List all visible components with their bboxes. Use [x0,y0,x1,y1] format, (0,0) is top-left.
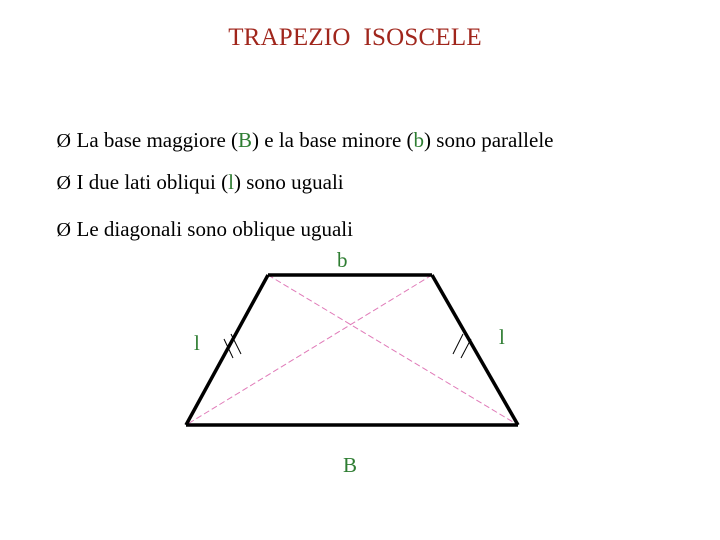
bullet-text: Le diagonali sono oblique uguali [76,217,353,241]
label-major-base: B [343,453,358,477]
bullet-text: La base maggiore ( [76,128,239,152]
tick-mark-right-1 [453,334,463,354]
highlight-side: l [228,170,234,194]
diagonal-left [268,275,518,425]
right-side-line [432,275,518,425]
bullet-text: ) sono parallele [424,128,554,152]
label-left-side: l [194,331,200,355]
arrow-bullet-icon: Ø [56,172,71,194]
diagonal-right [186,275,432,425]
page-title: TRAPEZIO ISOSCELE [228,24,482,51]
arrow-bullet-icon: Ø [56,130,71,152]
bullet-text: ) sono uguali [233,170,344,194]
label-minor-base: b [337,248,348,272]
arrow-bullet-icon: Ø [56,219,71,241]
bullet-text: ) e la base minore ( [252,128,414,152]
label-right-side: l [499,325,505,349]
highlight-minor-base: b [413,128,425,152]
tick-mark-right-2 [461,339,471,358]
highlight-major-base: B [238,128,253,152]
bullet-text: I due lati obliqui ( [76,170,229,194]
